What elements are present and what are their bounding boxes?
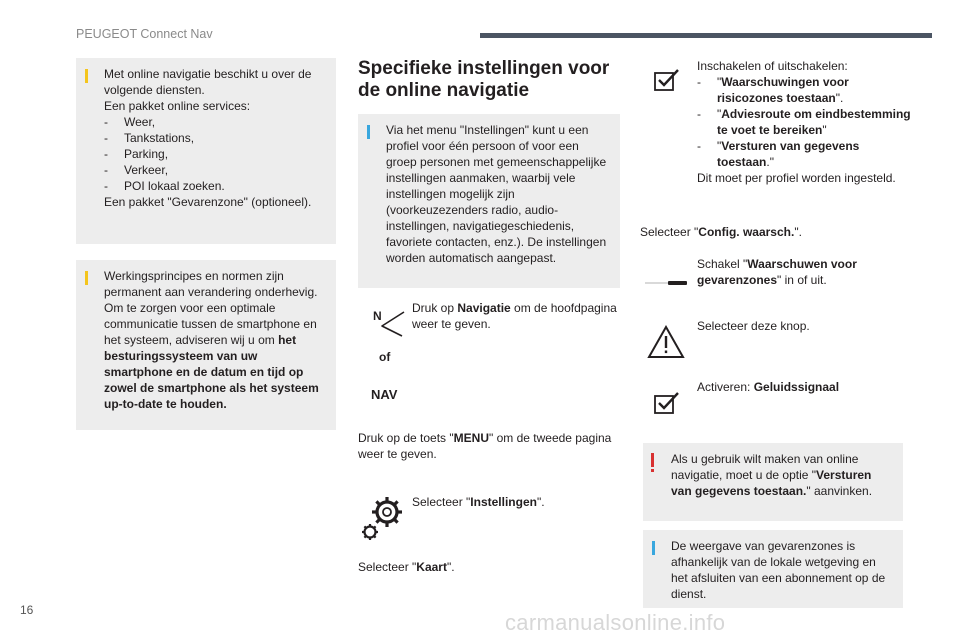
svg-text:N: N	[373, 309, 382, 323]
services-intro: Met online navigatie beschikt u over de volgende diensten.	[104, 67, 312, 97]
zones-info-text: De weergave van gevarenzones is afhankelijk van de lokale wetgeving en het afsluiten van een abonnement op de dienst.	[671, 539, 886, 601]
zones-info-box	[643, 530, 903, 608]
nav-button-label: NAV	[371, 387, 398, 402]
info-marker	[652, 541, 655, 555]
config-step-bold: Config. waarsch.	[698, 225, 795, 239]
map-step-bold: Kaart	[416, 560, 447, 574]
list-item: - Tankstations,	[104, 131, 195, 145]
settings-info-box	[358, 114, 620, 288]
settings-info-text: Via het menu "Instellingen" kunt u een profiel voor één persoon of voor een groep personen met gemeenschappelijke instellingen aanmaken, waarbij vele instellingen mogelijk zijn (voorkeuzezenders radio, audio-instellingen, navigatiegeschiedenis, favoriete contacten, enz.). De instellingen worden automatisch aangepast.	[386, 123, 607, 265]
list-item: - "Waarschuwingen voor risicozones toestaan".	[697, 75, 849, 105]
navigation-arrow-icon	[372, 308, 406, 338]
update-advice-box	[76, 260, 336, 430]
warning-marker	[651, 453, 654, 467]
pack-online: Een pakket online services:	[104, 99, 251, 113]
update-advice-text: Werkingsprincipes en normen zijn permanent aan verandering onderhevig. Om te zorgen voor een optimale communicatie tussen de smartphone en het systeem, adviseren wij u om	[104, 269, 318, 347]
toggle-intro: Inschakelen of uitschakelen:	[697, 59, 848, 73]
page-header-title: PEUGEOT Connect Nav	[76, 27, 213, 41]
list-item: - POI lokaal zoeken.	[104, 179, 225, 193]
warn-pre: Als u gebruik wilt maken van online navigatie, moet u de optie "	[671, 452, 859, 482]
nav-step-post: om de hoofdpagina weer te geven.	[412, 301, 617, 331]
config-step-pre: Selecteer "	[640, 225, 699, 239]
list-item: - "Versturen van gegevens toestaan."	[697, 139, 860, 169]
menu-step-post: " om de tweede pagina weer te geven.	[358, 431, 612, 461]
map-step-pre: Selecteer "	[358, 560, 417, 574]
page-number: 16	[20, 603, 34, 617]
switch-step-pre: Schakel "	[697, 257, 748, 271]
or-label: of	[379, 350, 391, 364]
activate-bold: Geluidssignaal	[753, 380, 840, 394]
list-item: - Weer,	[104, 115, 156, 129]
map-step-post: ".	[446, 560, 455, 574]
menu-step-pre: Druk op de toets "	[358, 431, 454, 445]
settings-step-post: ".	[536, 495, 545, 509]
info-marker	[367, 125, 370, 139]
switch-step-post: " in of uit.	[777, 273, 827, 287]
profile-note: Dit moet per profiel worden ingesteld.	[697, 171, 896, 185]
section-heading: Specifieke instellingen voor de online navigatie	[358, 58, 610, 101]
warning-box	[643, 443, 903, 521]
note-marker	[85, 69, 88, 83]
checkbox-icon	[654, 68, 680, 92]
warn-bold: Versturen van gegevens toestaan.	[671, 468, 872, 498]
note-marker	[85, 271, 88, 285]
menu-step-bold: MENU	[453, 431, 489, 445]
warning-triangle-icon	[647, 325, 685, 359]
list-item: - "Adviesroute om eindbestemming te voet te bereiken"	[697, 107, 911, 137]
update-advice-bold: het besturingssysteem van uw smartphone en de datum en tijd op zowel de smartphone als het systeem up-to-date te houden.	[104, 333, 319, 411]
nav-step-pre: Druk op	[412, 301, 458, 315]
activate-pre: Activeren:	[697, 380, 754, 394]
switch-step-bold: Waarschuwen voor gevarenzones	[697, 257, 857, 287]
checkbox-icon	[654, 391, 680, 415]
watermark: carmanualsonline.info	[505, 610, 726, 635]
list-item: - Parking,	[104, 147, 169, 161]
settings-gear-icon	[361, 495, 405, 543]
config-step-post: ".	[794, 225, 802, 239]
pack-zones: Een pakket "Gevarenzone" (optioneel).	[104, 195, 312, 209]
warn-post: " aanvinken.	[806, 484, 873, 498]
header-bar	[480, 33, 932, 38]
select-button-text: Selecteer deze knop.	[697, 319, 810, 333]
toggle-switch-icon	[645, 279, 687, 287]
nav-step-bold: Navigatie	[457, 301, 511, 315]
settings-step-bold: Instellingen	[470, 495, 537, 509]
settings-step-pre: Selecteer "	[412, 495, 471, 509]
online-services-box	[76, 58, 336, 244]
list-item: - Verkeer,	[104, 163, 169, 177]
